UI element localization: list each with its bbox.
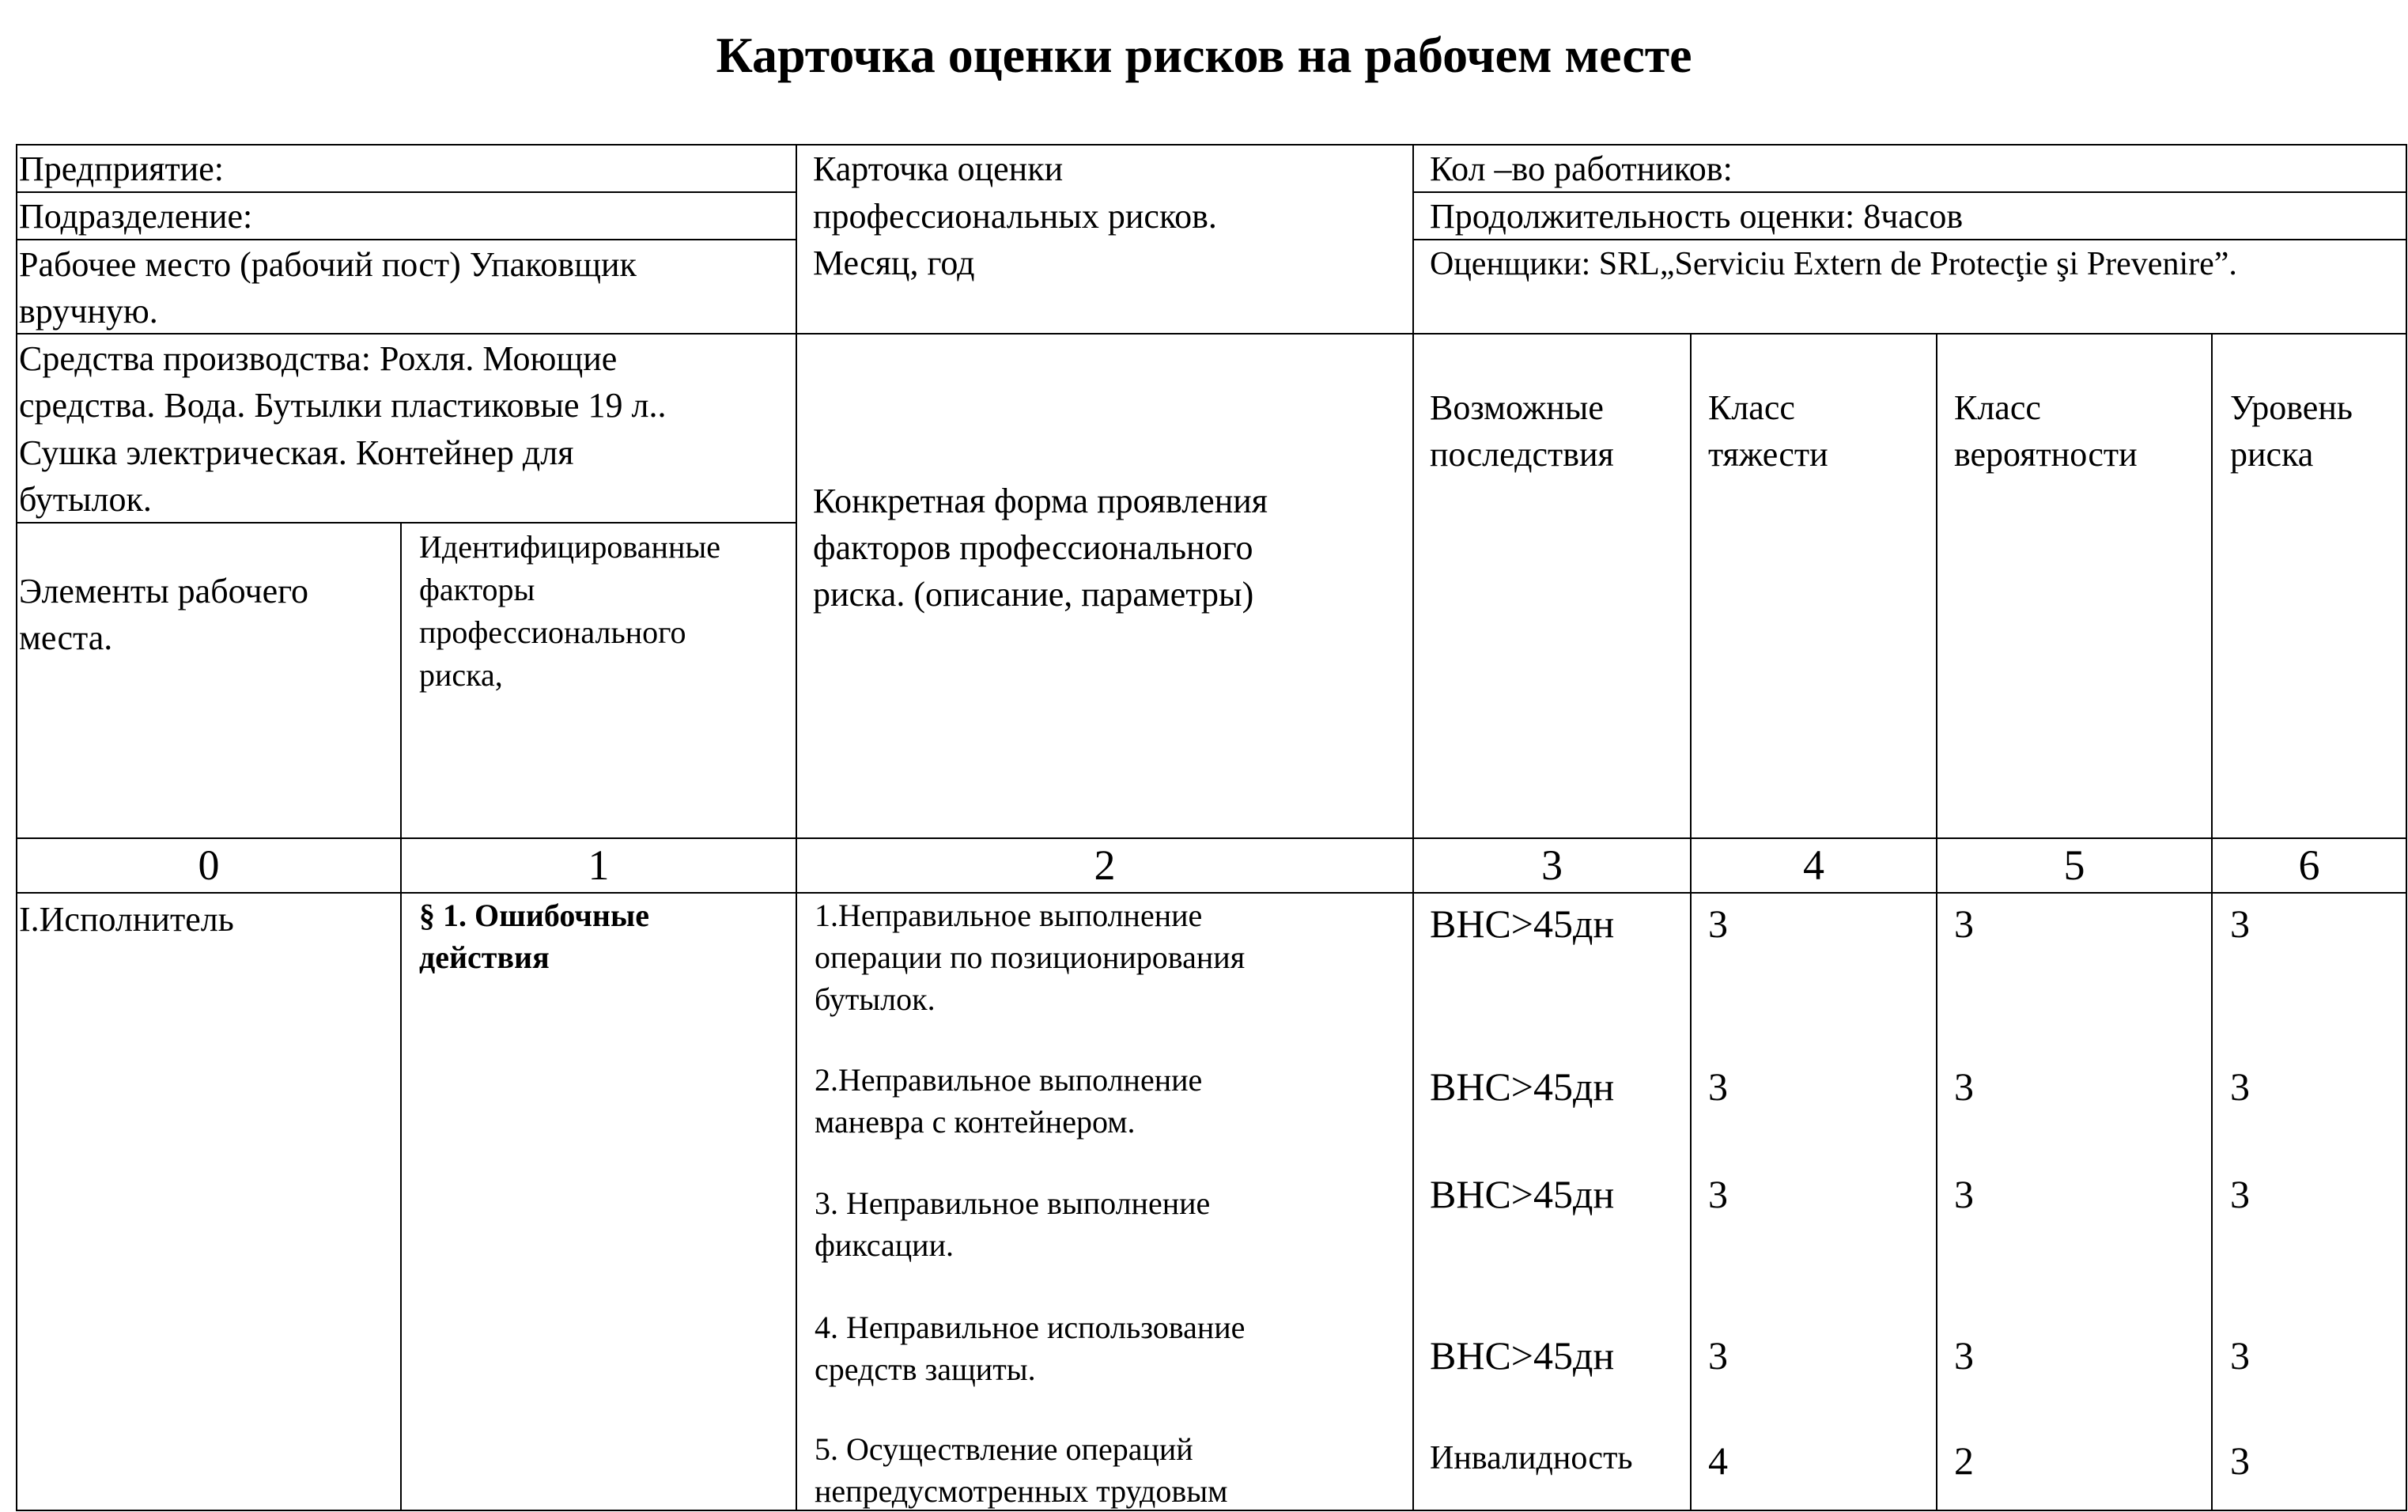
column-header-form-line3: риска. (описание, параметры) xyxy=(813,575,1254,614)
risk-factor-line1: § 1. Ошибочные xyxy=(419,898,649,933)
row-risk-level: 3 xyxy=(2230,1333,2250,1378)
means-of-production-line1: Средства производства: Рохля. Моющие xyxy=(19,339,618,378)
means-of-production-line2: средства. Вода. Бутылки пластиковые 19 л.. xyxy=(19,386,667,425)
column-number-3: 3 xyxy=(1541,841,1563,889)
row-consequence: ВНС>45дн xyxy=(1430,1172,1615,1216)
card-label-line1: Карточка оценки xyxy=(813,149,1064,188)
workplace-label-line2: вручную. xyxy=(19,292,158,331)
column-header-probability-line1: Класс xyxy=(1954,388,2041,427)
column-header-elements-line2: места. xyxy=(19,618,113,657)
column-header-consequences-line1: Возможные xyxy=(1430,388,1604,427)
row-consequence: ВНС>45дн xyxy=(1430,902,1615,946)
column-number-0: 0 xyxy=(198,841,220,889)
work-element-executor: I.Исполнитель xyxy=(19,900,234,939)
column-header-risk-line2: риска xyxy=(2230,435,2314,474)
row-divider xyxy=(1412,333,2407,335)
row-severity: 3 xyxy=(1708,1172,1728,1216)
row-description-line: непредусмотренных трудовым xyxy=(815,1473,1228,1509)
row-severity: 3 xyxy=(1708,1333,1728,1378)
row-consequence: Инвалидность xyxy=(1430,1440,1633,1476)
workers-count-label: Кол –во работников: xyxy=(1430,149,1733,188)
row-description-line: маневра с контейнером. xyxy=(815,1104,1136,1140)
row-divider xyxy=(16,837,2407,839)
column-header-form-line1: Конкретная форма проявления xyxy=(813,482,1268,520)
column-header-factors-line4: риска, xyxy=(419,657,503,693)
column-divider xyxy=(796,144,797,1511)
duration-label: Продолжительность оценки: 8часов xyxy=(1430,197,1964,236)
row-risk-level: 3 xyxy=(2230,1172,2250,1216)
card-label-line3: Месяц, год xyxy=(813,244,975,282)
means-of-production-line4: бутылок. xyxy=(19,480,152,519)
row-probability: 3 xyxy=(1954,902,1974,946)
column-header-factors-line1: Идентифицированные xyxy=(419,529,720,565)
row-probability: 2 xyxy=(1954,1438,1974,1483)
column-header-probability-line2: вероятности xyxy=(1954,435,2138,474)
column-header-form-line2: факторов профессионального xyxy=(813,528,1253,567)
column-header-severity-line2: тяжести xyxy=(1708,435,1828,474)
column-divider xyxy=(400,522,402,1511)
page-title: Карточка оценки рисков на рабочем месте xyxy=(716,27,1692,83)
risk-factor-line2: действия xyxy=(419,939,550,975)
row-severity: 3 xyxy=(1708,902,1728,946)
column-header-factors-line3: профессионального xyxy=(419,614,686,650)
column-divider xyxy=(1412,144,1414,1511)
row-divider xyxy=(796,333,1412,335)
row-description-line: операции по позиционирования xyxy=(815,939,1246,975)
row-risk-level: 3 xyxy=(2230,1064,2250,1109)
column-header-elements-line1: Элементы рабочего xyxy=(19,572,309,610)
enterprise-label: Предприятие: xyxy=(19,149,224,188)
column-divider xyxy=(2211,333,2213,1511)
row-severity: 3 xyxy=(1708,1064,1728,1109)
table-left-border xyxy=(16,144,17,1511)
row-description-line: бутылок. xyxy=(815,981,936,1017)
column-header-risk-line1: Уровень xyxy=(2230,388,2353,427)
card-label-line2: профессиональных рисков. xyxy=(813,197,1217,236)
column-header-factors-line2: факторы xyxy=(419,572,535,607)
column-number-6: 6 xyxy=(2298,841,2320,889)
workplace-label-line1: Рабочее место (рабочий пост) Упаковщик xyxy=(19,245,637,284)
column-number-1: 1 xyxy=(588,841,610,889)
column-number-4: 4 xyxy=(1803,841,1824,889)
row-probability: 3 xyxy=(1954,1172,1974,1216)
row-probability: 3 xyxy=(1954,1333,1974,1378)
row-description-line: 1.Неправильное выполнение xyxy=(815,898,1203,933)
column-divider xyxy=(1936,333,1937,1511)
row-description-line: 4. Неправильное использование xyxy=(815,1310,1246,1345)
column-number-2: 2 xyxy=(1094,841,1116,889)
row-description-line: 5. Осуществление операций xyxy=(815,1431,1193,1467)
subdivision-label: Подразделение: xyxy=(19,197,253,236)
row-probability: 3 xyxy=(1954,1064,1974,1109)
row-description-line: фиксации. xyxy=(815,1227,954,1263)
column-header-consequences-line2: последствия xyxy=(1430,435,1614,474)
row-description-line: 2.Неправильное выполнение xyxy=(815,1062,1203,1098)
table-right-border xyxy=(2406,144,2407,1511)
column-divider xyxy=(1690,333,1692,1511)
column-header-severity-line1: Класс xyxy=(1708,388,1795,427)
means-of-production-line3: Сушка электрическая. Контейнер для xyxy=(19,433,574,472)
row-description-line: 3. Неправильное выполнение xyxy=(815,1185,1211,1221)
row-consequence: ВНС>45дн xyxy=(1430,1064,1615,1109)
row-risk-level: 3 xyxy=(2230,1438,2250,1483)
table-top-border xyxy=(16,144,2407,146)
evaluators-label: Оценщики: SRL„Serviciu Extern de Protecţie şi Prevenire”. xyxy=(1430,246,2237,282)
row-divider xyxy=(16,892,2407,894)
row-description-line: средств защиты. xyxy=(815,1351,1036,1387)
row-severity: 4 xyxy=(1708,1438,1728,1483)
row-risk-level: 3 xyxy=(2230,902,2250,946)
column-number-5: 5 xyxy=(2063,841,2085,889)
row-consequence: ВНС>45дн xyxy=(1430,1333,1615,1378)
